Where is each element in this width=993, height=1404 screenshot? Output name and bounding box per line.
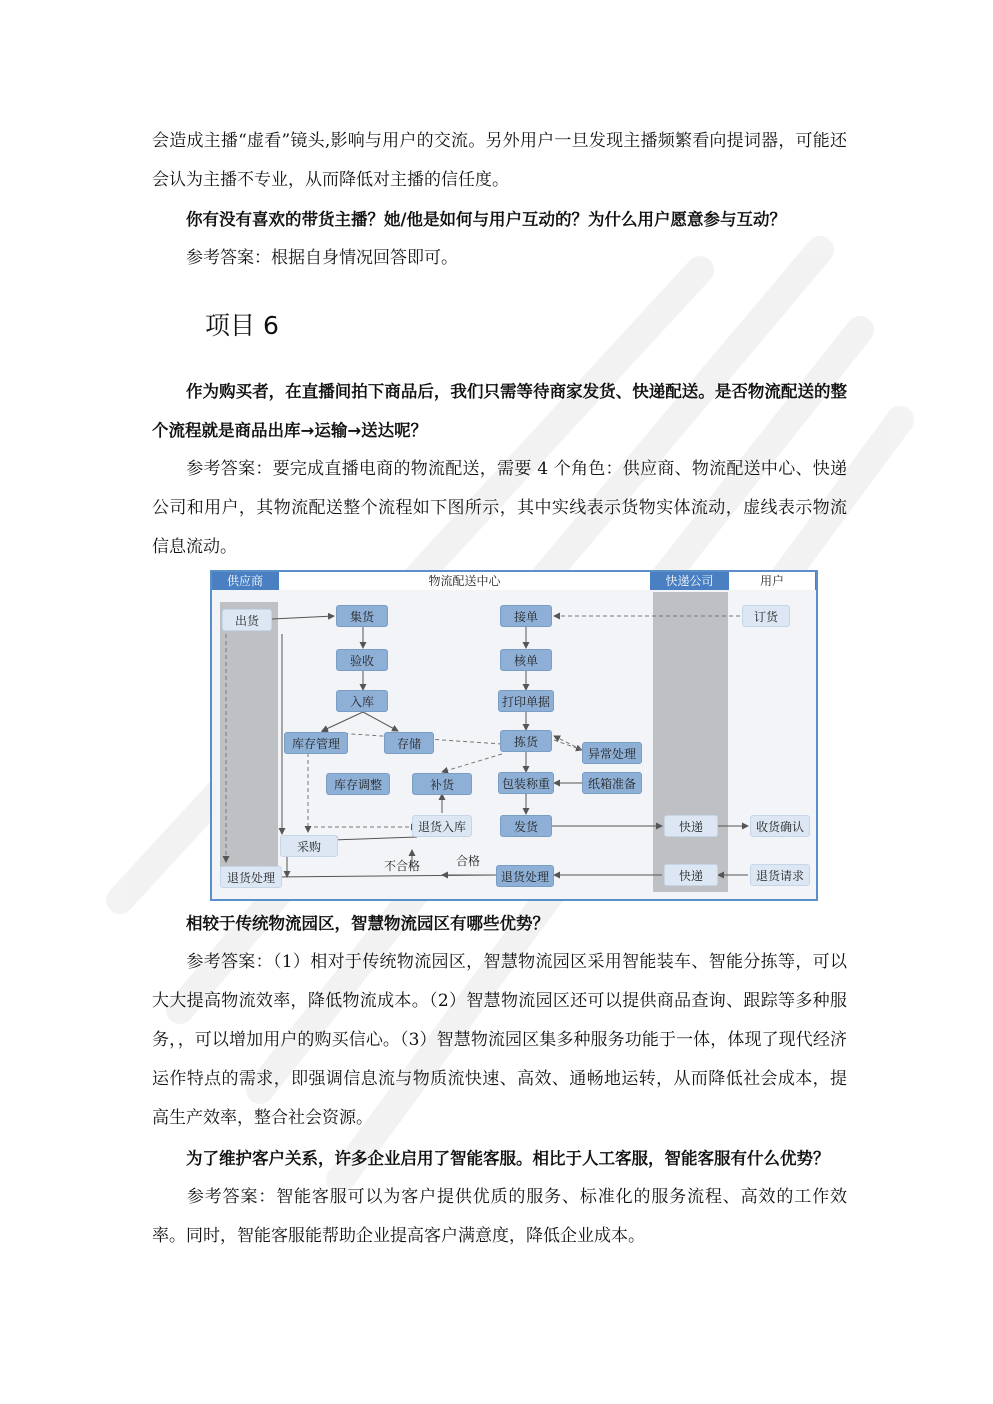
node-tuihuochuli-left: 退货处理 <box>220 866 282 888</box>
node-tuihuoqingqiu: 退货请求 <box>750 864 810 886</box>
label-hege: 合格 <box>456 854 481 868</box>
node-kuaidi-1: 快递 <box>664 815 718 837</box>
node-fahuo: 发货 <box>500 815 552 837</box>
node-ruku: 入库 <box>336 690 388 712</box>
header-express: 快递公司 <box>651 572 728 590</box>
node-hedan: 核单 <box>500 649 552 671</box>
node-jiedan: 接单 <box>500 605 552 627</box>
node-chuhuo: 出货 <box>222 609 272 631</box>
node-dinghuo: 订货 <box>742 605 790 627</box>
node-yichangchuli: 异常处理 <box>582 742 642 764</box>
node-baozhuangchengzhong: 包装称重 <box>498 772 554 794</box>
question-2: 作为购买者，在直播间拍下商品后，我们只需等待商家发货、快递配送。是否物流配送的整个流程就是商品出库→运输→送达呢？ <box>152 382 847 440</box>
node-kuaidi-2: 快递 <box>664 864 718 886</box>
question-4: 为了维护客户关系，许多企业启用了智能客服。相比于人工客服，智能客服有什么优势？ <box>186 1149 830 1168</box>
node-tuihuochuli-center: 退货处理 <box>496 865 554 887</box>
node-zhixiangzhunbei: 纸箱准备 <box>582 772 642 794</box>
logistics-flow-diagram <box>210 570 818 901</box>
node-yanshou: 验收 <box>336 649 388 671</box>
node-caigou: 采购 <box>280 835 338 857</box>
section-heading: 项目 6 <box>205 311 279 340</box>
question-3: 相较于传统物流园区，智慧物流园区有哪些优势？ <box>186 914 549 933</box>
header-center: 物流配送中心 <box>278 572 651 590</box>
answer-1: 参考答案：根据自身情况回答即可。 <box>186 248 458 268</box>
node-cunchu: 存储 <box>384 732 434 754</box>
node-jianhuo: 拣货 <box>500 730 552 752</box>
header-supplier: 供应商 <box>212 572 278 590</box>
label-buhege: 不合格 <box>384 859 421 873</box>
answer-4: 参考答案：智能客服可以为客户提供优质的服务、标准化的服务流程、高效的工作效率。同时，智能客服能帮助企业提高客户满意度，降低企业成本。 <box>152 1187 847 1246</box>
node-jihuo: 集货 <box>336 605 388 627</box>
node-kucunguanli: 库存管理 <box>284 732 348 754</box>
header-user: 用户 <box>728 572 816 590</box>
answer-3: 参考答案：（1）相对于传统物流园区，智慧物流园区采用智能装车、智能分拣等，可以大大提高物流效率，降低物流成本。（2）智慧物流园区还可以提供商品查询、跟踪等多种服务，，可以增加用户的购买信心。（3）智慧物流园区集多种服务功能于一体，体现了现代经济运作特点的需求，即强调信息流与物质流快速、高效、通畅地运转，从而降低社会成本，提高生产效率，整合社会资源。 <box>152 952 847 1128</box>
node-buhuo: 补货 <box>412 773 472 795</box>
question-1: 你有没有喜欢的带货主播？她/他是如何与用户互动的？为什么用户愿意参与互动？ <box>186 210 787 229</box>
node-shouhuoqueren: 收货确认 <box>750 815 810 837</box>
node-tuihuoruku: 退货入库 <box>412 815 472 837</box>
node-dayindanju: 打印单据 <box>498 690 554 712</box>
node-kucuntiaozheng: 库存调整 <box>326 773 390 795</box>
answer-2: 参考答案：要完成直播电商的物流配送，需要 4 个角色：供应商、物流配送中心、快递公司和用户，其物流配送整个流程如下图所示，其中实线表示货物实体流动，虚线表示物流信息流动。 <box>152 459 847 557</box>
paragraph-1: 会造成主播“虚看”镜头,影响与用户的交流。另外用户一旦发现主播频繁看向提词器，可能还会认为主播不专业，从而降低对主播的信任度。 <box>152 131 847 190</box>
